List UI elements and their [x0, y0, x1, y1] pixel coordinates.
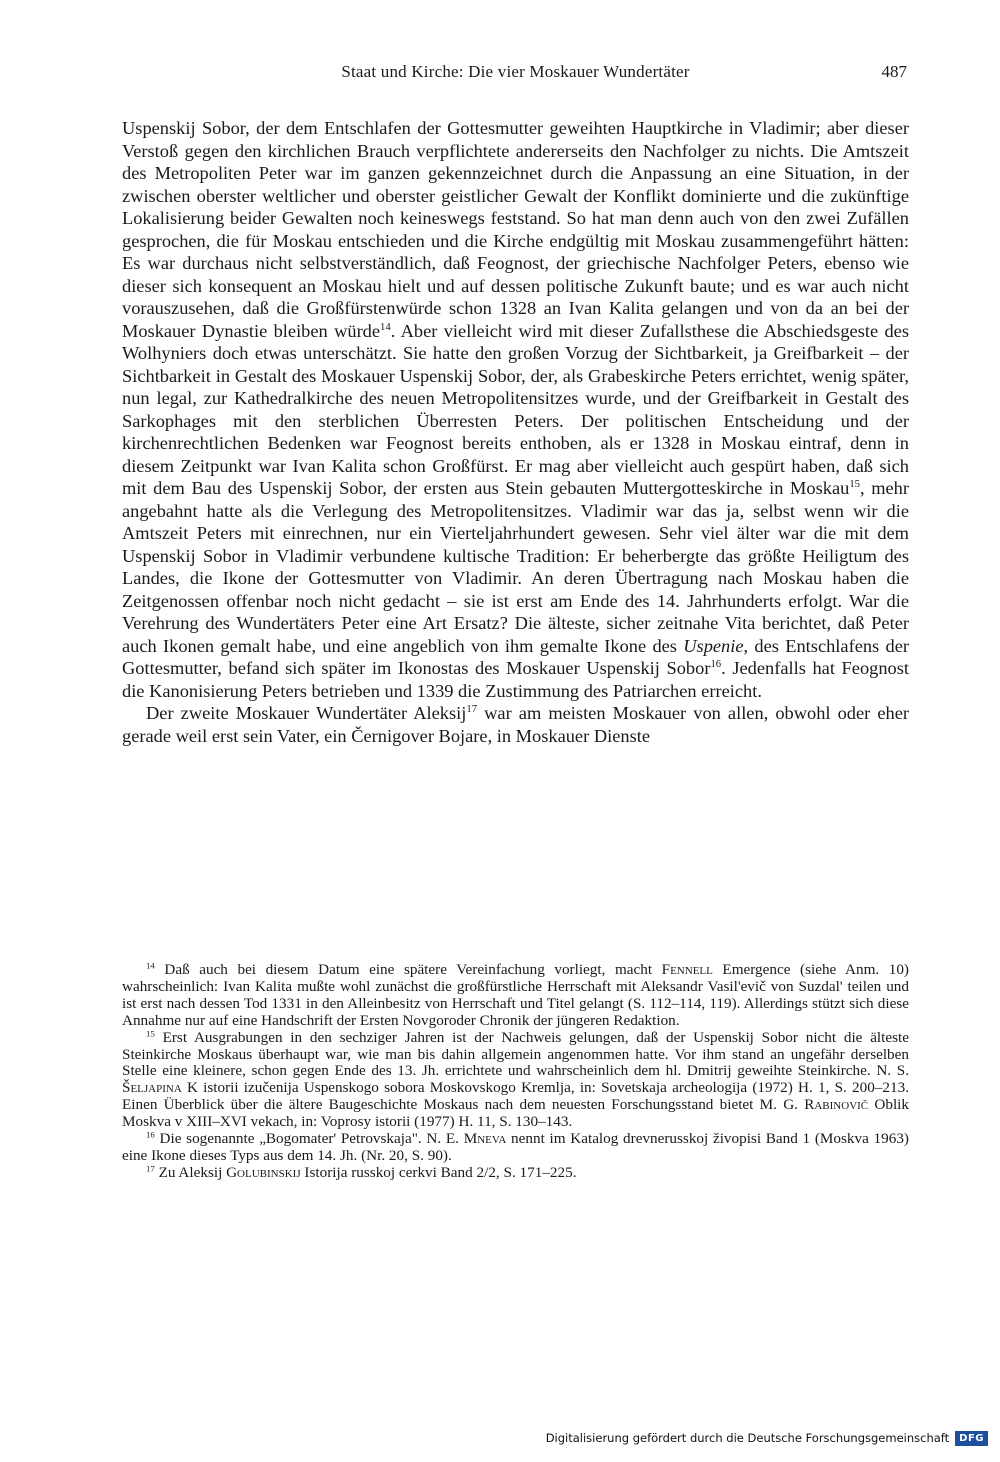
page-number: 487 [881, 62, 907, 81]
credit-text: Digitalisierung gefördert durch die Deutsche Forschungsgemeinschaft [545, 1431, 950, 1445]
footnote-text: Die sogenannte „Bogomater' Petrovskaja". N. E. [154, 1130, 464, 1148]
digitization-credit [546, 1428, 988, 1448]
paragraph-1-text-b: . Aber vielleicht wird mit dieser Zufallsthese die Abschiedsgeste des Wolhyniers doch etwas unterschätzt. Sie hatte den großen Vorzug der Sichtbarkeit, ja Greifbarkeit – der Sichtbarkeit in Gestalt des Moskauer Uspenskij Sobor, der, als Grabeskirche Peters errichtet, wenig später, nun legal, zur Kathedralkirche des neuen Metropolitensitzes wurde, und der Greifbarkeit in Gestalt des Sarkophages mit den sterblichen Überresten Peters. Der politischen Entscheidung und der kirchenrechtlichen Bedenken war Feognost bereits enthoben, als er 1328 in Moskau eintraf, denn in diesem Zeitpunkt war Ivan Kalita schon Großfürst. Er mag aber vielleicht auch gespürt haben, daß sich mit dem Bau des Uspenskij Sobor, der ersten aus Stein gebauten Muttergotteskirche in Moskau [122, 320, 909, 498]
footnote-text: Zu Aleksij [154, 1163, 227, 1181]
term-uspenie: Uspenie [683, 635, 744, 656]
footnote-text: K istorii izučenija Uspenskogo sobora Moskovskogo Kremlja, in: Sovetskaja archeologija (1972) H. 1, S. 200–213. Einen Überblick über die ältere Baugeschichte Moskaus nach dem neuesten Forschungsstand bietet M. G. [122, 1079, 909, 1114]
running-title: Staat und Kirche: Die vier Moskauer Wundertäter [341, 62, 690, 81]
footnote-ref-16: 16 [710, 658, 722, 671]
author-name: Fennell [661, 961, 713, 978]
footnote-ref-15: 15 [849, 478, 860, 491]
paragraph-2-text-a: Der zweite Moskauer Wundertäter Aleksij [146, 703, 467, 723]
footnote-ref-14: 14 [380, 320, 391, 333]
body-text [122, 117, 909, 747]
paragraph-1-text-a: Uspenskij Sobor, der dem Entschlafen der Gottesmutter geweihten Hauptkirche in Vladimir; aber dieser Verstoß gegen den kirchlichen Brauch verpflichtete andererseits den Nachfolger zu nichts. Die Amtszeit des Metropoliten Peter war im ganzen gekennzeichnet durch die Anpassung an eine Situation, in der zwischen oberster weltlicher und oberster geistlicher Gewalt der Konflikt dominierte und die zukünftige Lokalisierung beider Gewalten noch keineswegs feststand. So hat man denn auch von den zwei Zufällen gesprochen, die für Moskau entschieden und die Kirche endgültig mit Moskau zusammengeführt hätten: Es war durchaus nicht selbstverständlich, daß Feognost, der griechische Nachfolger Peters, ebenso wie dieser sich konsequent an Moskau hielt und auf dessen politische Zukunft baute; und es war auch nicht vorauszusehen, daß die Großfürstenwürde schon 1328 an Ivan Kalita gelangen und von da an bei der Moskauer Dynastie bleiben würde [122, 118, 909, 341]
footnote-ref-17: 17 [466, 703, 478, 716]
footnotes [122, 962, 909, 1182]
footnote-text: Erst Ausgrabungen in den sechziger Jahren ist der Nachweis gelungen, daß der Uspenskij Sobor nicht die älteste Steinkirche Moskaus überhaupt war, wie man bis dahin allgemein angenommen hatte. Vor ihm stand an ungefähr derselben Stelle eine kleinere, schon gegen Ende des 13. Jh. errichtete und wahrscheinlich dem hl. Dmitrij geweihte Steinkirche. N. S. [122, 1028, 909, 1080]
footnote-number: 14 [146, 960, 155, 971]
paragraph-1-text-c: , mehr angebahnt hatte als die Verlegung des Metropolitensitzes. Vladimir war das ja, selbst wenn wir die Amtszeit Peters mit einrechnen, nur ein Vierteljahrhundert gewesen. Sehr viel älter war die mit dem Uspenskij Sobor in Vladimir verbundene kultische Tradition: Er beherbergte das größte Heiligtum des Landes, die Ikone der Gottesmutter von Vladimir. An deren Übertragung nach Moskau haben die Zeitgenossen offenbar noch nicht gedacht – sie ist erst am Ende des 14. Jahrhunderts erfolgt. War die Verehrung des Wundertäters Peter eine Art Ersatz? Die älteste, sicher zeitnahe Vita berichtet, daß Peter auch Ikonen gemalt habe, und eine angeblich von ihm gemalte Ikone des [122, 478, 909, 656]
author-name: Golubinskij [226, 1163, 301, 1181]
footnote-14 [122, 962, 909, 1030]
paragraph-1-text-e: . Jedenfalls hat Feognost die Kanonisierung Peters betrieben und 1339 die Zustimmung des Patriarchen erreicht. [122, 658, 909, 701]
footnote-text: Daß auch bei diesem Datum eine spätere Vereinfachung vorliegt, macht [154, 961, 662, 978]
footnote-number: 15 [146, 1027, 155, 1038]
footnote-text: Istorija russkoj cerkvi Band 2/2, S. 171–225. [300, 1163, 577, 1181]
footnote-text: Emergence (siehe Anm. 10) wahrscheinlich: Ivan Kalita mußte wohl zunächst die großfürstliche Herrschaft mit Aleksandr Vasil'evič von Suzdal' teilen und ist erst nach dessen Tod 1331 in den Alleinbesitz von Herrschaft und Titel gelangt (S. 112–114, 119). Allerdings stützt sich diese Annahme nur auf eine Handschrift der Ersten Novgoroder Chronik der jüngeren Redaktion. [122, 961, 909, 1029]
paragraph-2 [122, 702, 909, 747]
footnote-16 [122, 1131, 909, 1165]
footnote-number: 17 [146, 1163, 155, 1174]
footnote-text: nennt im Katalog drevnerusskoj živopisi Band 1 (Moskva 1963) eine Ikone dieses Typs aus dem 14. Jh. (Nr. 20, S. 90). [122, 1130, 909, 1164]
footnote-number: 16 [146, 1129, 155, 1140]
paragraph-1-text-d: , des Entschlafens der Gottesmutter, befand sich später im Ikonostas des Moskauer Uspenskij Sobor [122, 635, 909, 678]
dfg-logo: DFG [955, 1431, 988, 1446]
paragraph-2-text-b: war am meisten Moskauer von allen, obwohl oder eher gerade weil erst sein Vater, ein Černigover Bojare, in Moskauer Dienste [122, 703, 910, 746]
author-name: Mneva [463, 1130, 507, 1148]
author-name: Rabinovič [804, 1096, 869, 1114]
running-head [122, 62, 909, 92]
author-name: Šeljapina [122, 1079, 182, 1097]
footnote-17 [122, 1165, 909, 1182]
footnote-text: Oblik Moskva v XIII–XVI vekach, in: Voprosy istorii (1977) H. 11, S. 130–143. [122, 1096, 909, 1131]
footnote-15 [122, 1027, 909, 1131]
paragraph-1 [122, 117, 909, 702]
